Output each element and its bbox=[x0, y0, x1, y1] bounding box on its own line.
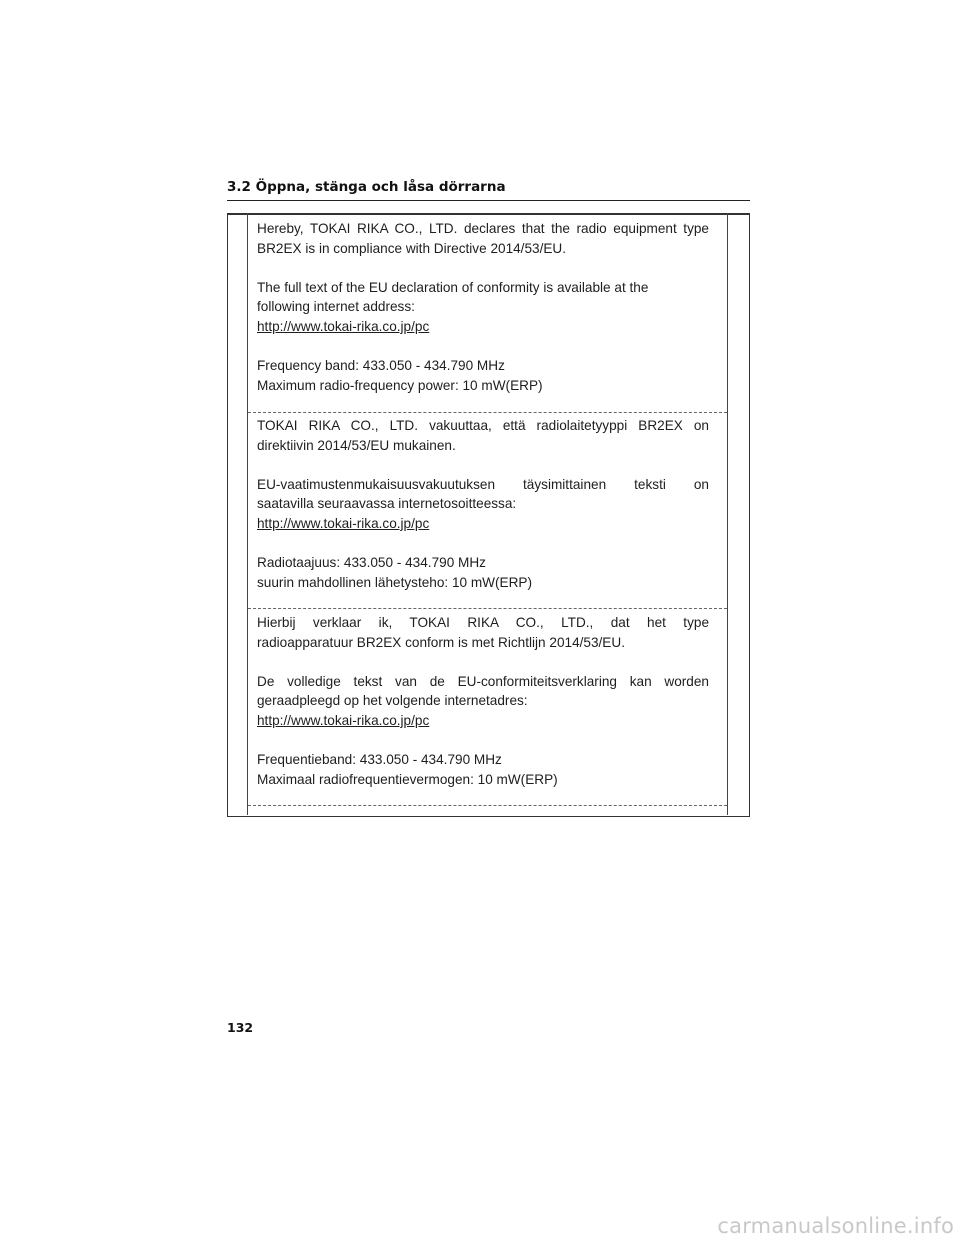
max-power: Maximum radio-frequency power: 10 mW(ERP) bbox=[257, 377, 543, 393]
block-separator bbox=[248, 412, 727, 413]
text-line: The full text of the EU declaration of conformity is available at the bbox=[257, 279, 649, 295]
availability-paragraph bbox=[257, 278, 709, 337]
declaration-paragraph bbox=[257, 613, 709, 652]
conformity-link[interactable]: http://www.tokai-rika.co.jp/pc bbox=[257, 318, 430, 334]
declaration-block-english bbox=[257, 219, 709, 395]
conformity-link[interactable]: http://www.tokai-rika.co.jp/pc bbox=[257, 515, 430, 531]
text-line: radioapparatuur BR2EX conform is met Richtlijn 2014/53/EU. bbox=[257, 634, 625, 650]
availability-paragraph bbox=[257, 475, 709, 534]
text-line: TOKAI RIKA CO., LTD. vakuuttaa, että radiolaitetyyppi BR2EX on bbox=[257, 418, 709, 433]
block-separator bbox=[248, 805, 727, 806]
text-line: Hereby, TOKAI RIKA CO., LTD. declares that the radio equipment type bbox=[257, 221, 709, 236]
text-line: EU-vaatimustenmukaisuusvakuutuksen täysimittainen teksti on bbox=[257, 476, 709, 492]
declaration-paragraph bbox=[257, 416, 709, 455]
frequency-band: Frequency band: 433.050 - 434.790 MHz bbox=[257, 358, 505, 374]
text-line: geraadpleegd op het volgende internetadres: bbox=[257, 693, 528, 709]
max-power: Maximaal radiofrequentievermogen: 10 mW(ERP) bbox=[257, 771, 558, 787]
text-line: saatavilla seuraavassa internetosoitteessa: bbox=[257, 496, 517, 512]
text-line: BR2EX is in compliance with Directive 2014/53/EU. bbox=[257, 240, 567, 256]
radio-spec-paragraph bbox=[257, 553, 709, 592]
availability-paragraph bbox=[257, 672, 709, 731]
radio-spec-paragraph bbox=[257, 356, 709, 395]
conformity-link[interactable]: http://www.tokai-rika.co.jp/pc bbox=[257, 712, 430, 728]
max-power: suurin mahdollinen lähetysteho: 10 mW(ERP) bbox=[257, 574, 533, 590]
text-line: direktiivin 2014/53/EU mukainen. bbox=[257, 437, 456, 453]
section-header: 3.2 Öppna, stänga och låsa dörrarna bbox=[227, 176, 750, 201]
inner-right-rule bbox=[727, 213, 728, 815]
block-separator bbox=[248, 608, 727, 609]
frequency-band: Frequentieband: 433.050 - 434.790 MHz bbox=[257, 752, 502, 768]
frequency-band: Radiotaajuus: 433.050 - 434.790 MHz bbox=[257, 555, 486, 571]
declaration-paragraph bbox=[257, 219, 709, 258]
declaration-block-dutch bbox=[257, 613, 709, 789]
inner-left-rule bbox=[247, 213, 248, 815]
declaration-block-finnish bbox=[257, 416, 709, 592]
text-line: following internet address: bbox=[257, 299, 415, 315]
site-watermark: carmanualsonline.info bbox=[717, 1214, 954, 1238]
radio-spec-paragraph bbox=[257, 750, 709, 789]
page-number: 132 bbox=[227, 1020, 254, 1035]
text-line: Hierbij verklaar ik, TOKAI RIKA CO., LTD., dat het type bbox=[257, 615, 709, 630]
text-line: De volledige tekst van de EU-conformiteitsverklaring kan worden bbox=[257, 673, 709, 689]
